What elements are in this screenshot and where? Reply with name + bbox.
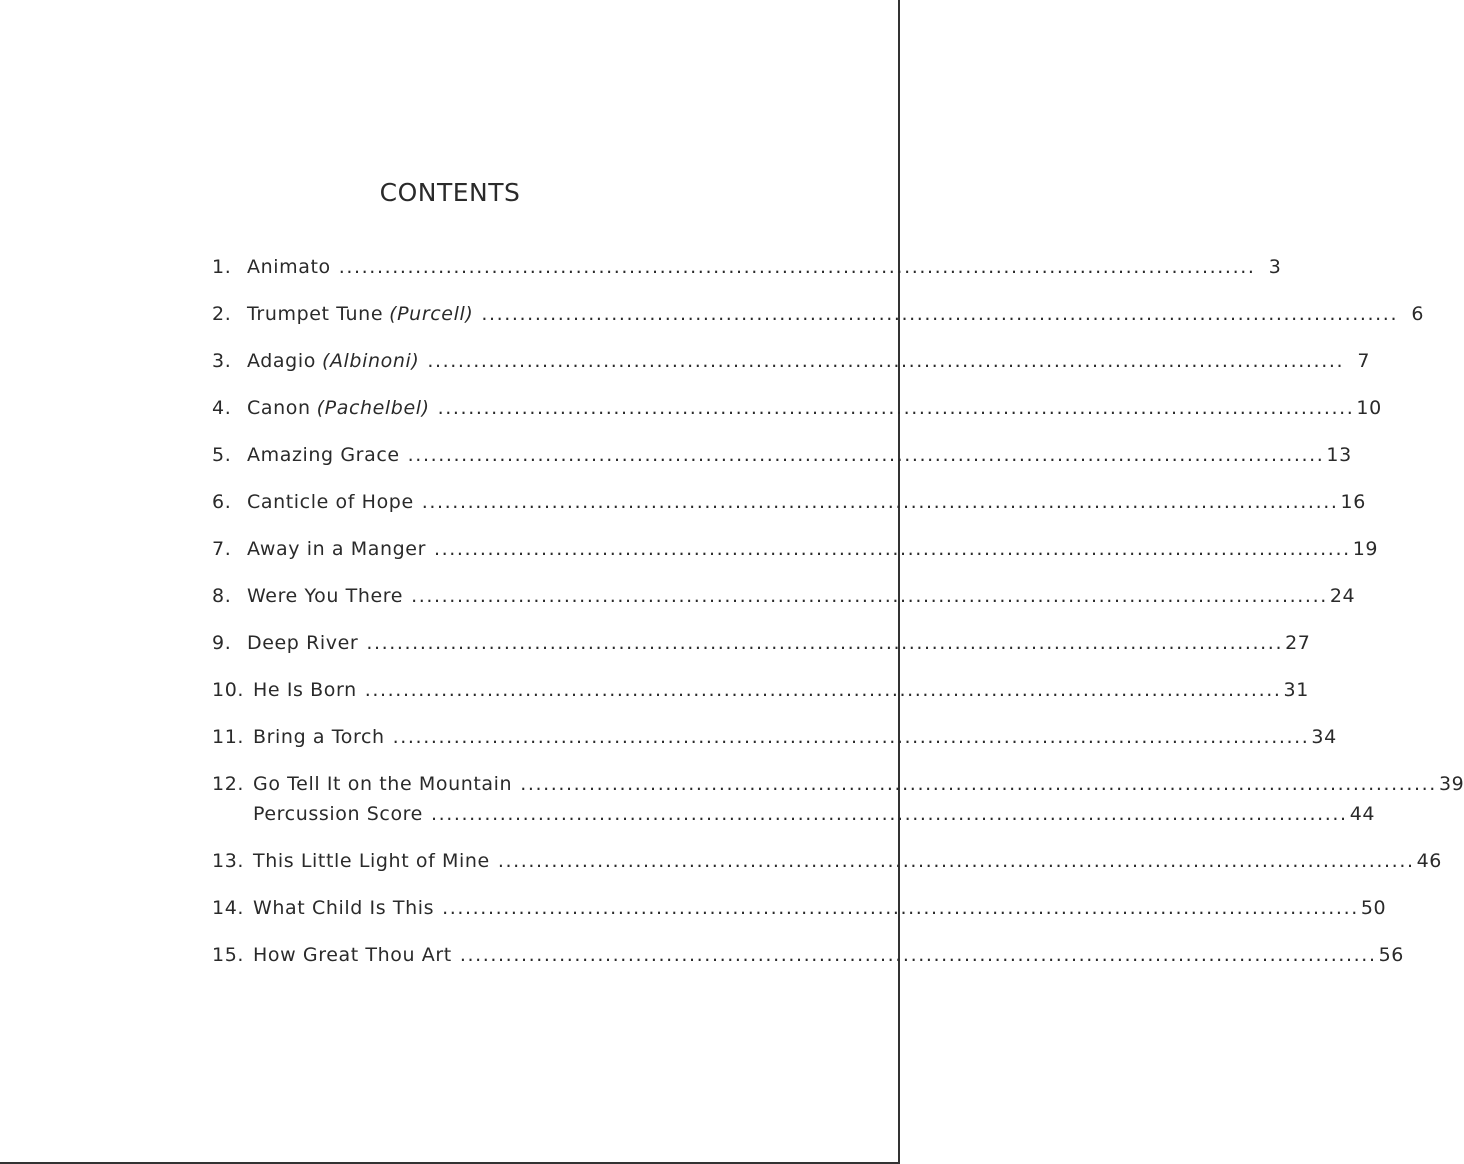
toc-entry-title-text: How Great Thou Art bbox=[253, 944, 452, 966]
toc-entry-title bbox=[247, 585, 403, 607]
toc-entry-title-text: Trumpet Tune bbox=[247, 303, 384, 325]
toc-entry-title bbox=[253, 897, 434, 919]
toc-dot-leader: ........................................................................................................................ bbox=[411, 585, 1328, 607]
toc-dot-leader: ........................................................................................................................ bbox=[392, 726, 1310, 748]
toc-dot-leader: ........................................................................................................................ bbox=[430, 803, 1348, 825]
toc-entry-title-text: What Child Is This bbox=[253, 897, 435, 919]
toc-entry-page: 31 bbox=[1283, 679, 1309, 701]
toc-entry-title-text: Go Tell It on the Mountain bbox=[253, 773, 513, 795]
toc-entry-title bbox=[247, 491, 414, 513]
toc-entry bbox=[212, 538, 1379, 568]
toc-entry-page: 46 bbox=[1416, 850, 1442, 872]
toc-dot-leader: ........................................................................................................................ bbox=[421, 491, 1339, 513]
toc-dot-leader: ........................................................................................................................ bbox=[459, 944, 1377, 966]
toc-entry bbox=[212, 585, 1356, 615]
toc-entry-title-text: He Is Born bbox=[253, 679, 357, 701]
toc-entry-title bbox=[247, 350, 419, 372]
toc-entry-title-text: Were You There bbox=[247, 585, 404, 607]
toc-entry-title-text: Canon bbox=[247, 397, 311, 419]
toc-entry bbox=[212, 256, 1282, 286]
toc-entry-title-text: Bring a Torch bbox=[253, 726, 385, 748]
toc-entry bbox=[212, 726, 1337, 756]
toc-dot-leader: ........................................................................................................................ bbox=[481, 303, 1399, 325]
toc-entry-number: 9. bbox=[212, 632, 232, 654]
toc-entry bbox=[212, 350, 1371, 380]
toc-entry-number: 8. bbox=[212, 585, 232, 607]
toc-entry-page: 50 bbox=[1360, 897, 1387, 919]
toc-entry-number: 11. bbox=[212, 726, 245, 748]
toc-entry-composer: (Albinoni) bbox=[321, 350, 420, 372]
toc-entry-number: 14. bbox=[212, 897, 245, 919]
toc-entry-page: 39 bbox=[1438, 773, 1464, 795]
page-title: CONTENTS bbox=[379, 178, 521, 207]
toc-dot-leader: ........................................................................................................................ bbox=[338, 256, 1256, 278]
toc-entry-title-text: Canticle of Hope bbox=[247, 491, 414, 513]
table-of-contents bbox=[212, 256, 1464, 991]
toc-entry bbox=[212, 491, 1366, 521]
toc-entry-number: 5. bbox=[212, 444, 232, 466]
toc-subentry bbox=[212, 803, 1376, 833]
toc-entry-number: 12. bbox=[212, 773, 245, 795]
toc-entry-title-text: Adagio bbox=[247, 350, 316, 372]
toc-entry-title-text: Deep River bbox=[247, 632, 359, 654]
toc-entry-title bbox=[247, 303, 473, 325]
toc-entry bbox=[212, 679, 1309, 709]
toc-dot-leader: ........................................................................................................................ bbox=[366, 632, 1284, 654]
toc-entry-title bbox=[247, 538, 426, 560]
toc-entry-page: 44 bbox=[1349, 803, 1376, 825]
toc-entry bbox=[212, 444, 1352, 474]
toc-entry-title-text: Amazing Grace bbox=[247, 444, 400, 466]
toc-entry-title bbox=[253, 850, 490, 872]
toc-dot-leader: ........................................................................................................................ bbox=[437, 397, 1355, 419]
toc-entry-number: 4. bbox=[212, 397, 232, 419]
toc-entry-page: 16 bbox=[1340, 491, 1366, 513]
toc-entry bbox=[212, 897, 1387, 927]
toc-entry-title bbox=[253, 944, 452, 966]
toc-entry-title bbox=[247, 444, 400, 466]
toc-entry-page: 34 bbox=[1311, 726, 1337, 748]
toc-entry bbox=[212, 773, 1464, 803]
toc-entry-number: 10. bbox=[212, 679, 245, 701]
toc-dot-leader: ........................................................................................................................ bbox=[364, 679, 1282, 701]
toc-dot-leader: ........................................................................................................................ bbox=[427, 350, 1345, 372]
toc-entry-page: 13 bbox=[1326, 444, 1352, 466]
toc-entry-number: 7. bbox=[212, 538, 232, 560]
toc-entry-title bbox=[253, 803, 423, 825]
toc-entry-page: 24 bbox=[1329, 585, 1356, 607]
toc-entry-page: 7 bbox=[1357, 350, 1371, 372]
toc-entry-title-text: This Little Light of Mine bbox=[253, 850, 490, 872]
toc-entry-title-text: Animato bbox=[247, 256, 331, 278]
toc-dot-leader: ........................................................................................................................ bbox=[520, 773, 1437, 795]
toc-entry bbox=[212, 632, 1311, 662]
toc-entry-page: 10 bbox=[1356, 397, 1382, 419]
toc-entry-page: 3 bbox=[1268, 256, 1282, 278]
toc-entry-number: 15. bbox=[212, 944, 245, 966]
toc-dot-leader: ........................................................................................................................ bbox=[407, 444, 1325, 466]
toc-entry-page: 56 bbox=[1378, 944, 1404, 966]
toc-entry-title bbox=[247, 397, 430, 419]
toc-entry-title-text: Percussion Score bbox=[253, 803, 423, 825]
toc-entry-number: 1. bbox=[212, 256, 232, 278]
toc-dot-leader: ........................................................................................................................ bbox=[442, 897, 1359, 919]
toc-entry-page: 27 bbox=[1285, 632, 1311, 654]
toc-entry-page: 6 bbox=[1411, 303, 1425, 325]
toc-entry-number: 2. bbox=[212, 303, 232, 325]
toc-entry-composer: (Purcell) bbox=[389, 303, 474, 325]
toc-dot-leader: ........................................................................................................................ bbox=[433, 538, 1351, 560]
toc-entry-title-text: Away in a Manger bbox=[247, 538, 426, 560]
toc-entry-title bbox=[247, 632, 358, 654]
toc-entry-number: 3. bbox=[212, 350, 232, 372]
toc-entry-title bbox=[253, 679, 357, 701]
toc-entry-page: 19 bbox=[1352, 538, 1379, 560]
toc-entry bbox=[212, 303, 1425, 333]
toc-entry bbox=[212, 397, 1382, 427]
toc-dot-leader: ........................................................................................................................ bbox=[497, 850, 1415, 872]
toc-entry-title bbox=[253, 773, 512, 795]
toc-entry-title bbox=[247, 256, 331, 278]
toc-entry-composer: (Pachelbel) bbox=[316, 397, 430, 419]
toc-entry bbox=[212, 944, 1404, 974]
toc-entry-number: 13. bbox=[212, 850, 245, 872]
toc-entry-title bbox=[253, 726, 385, 748]
toc-entry bbox=[212, 850, 1442, 880]
toc-entry-number: 6. bbox=[212, 491, 232, 513]
